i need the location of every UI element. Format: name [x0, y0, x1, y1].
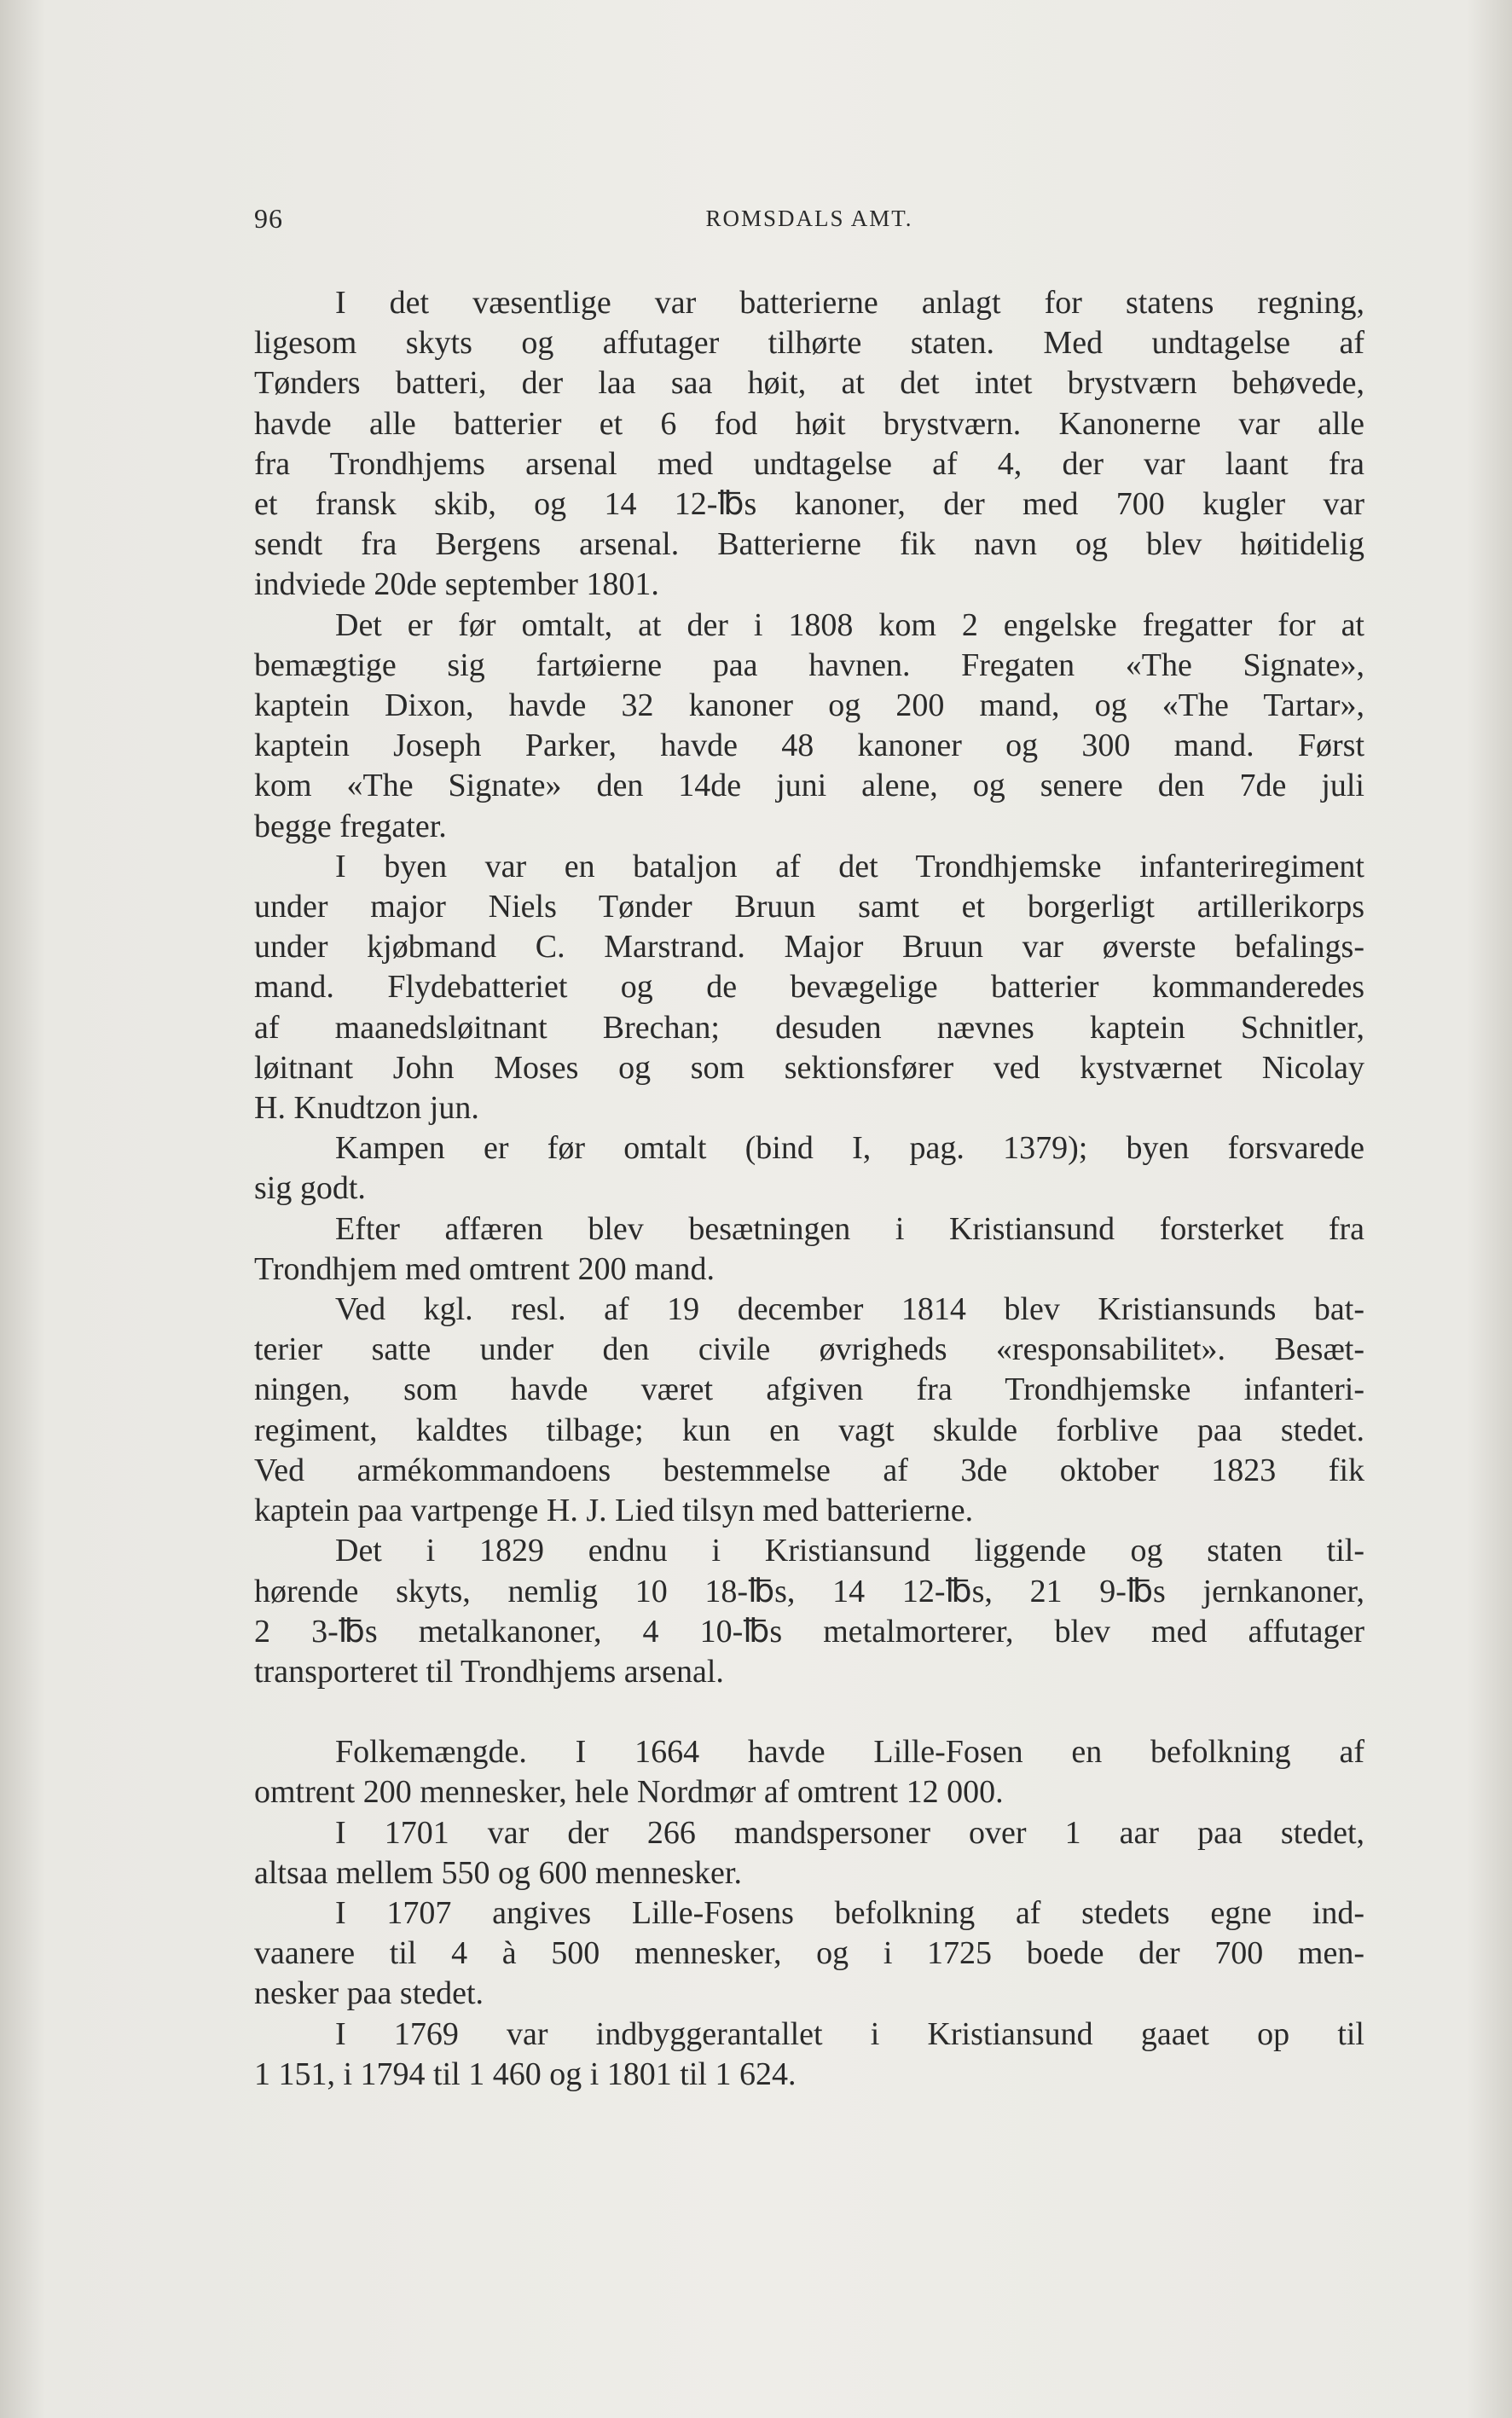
text-line: I det væsentlige var batterierne anlagt for statens regning, [335, 285, 1364, 321]
paragraph-1707 [254, 1893, 1364, 2015]
paragraph-garrison [254, 847, 1364, 1128]
text-line: under kjøbmand C. Marstrand. Major Bruun var øverste befalings- [254, 929, 1364, 965]
text-line: omtrent 200 mennesker, hele Nordmør af omtrent 12 000. [254, 1774, 1004, 1811]
page-number: 96 [254, 203, 283, 234]
text-line: 1 151, i 1794 til 1 460 og i 1801 til 1 624. [254, 2056, 797, 2092]
text-line: indviede 20de september 1801. [254, 566, 659, 603]
text-line: hørende skyts, nemlig 10 18-℔s, 14 12-℔s, 21 9-℔s jernkanoner, [254, 1573, 1364, 1609]
text-line: Ved armékommandoens bestemmelse af 3de oktober 1823 fik [254, 1452, 1364, 1488]
text-line: Tønders batteri, der laa saa høit, at det intet brystværn behøvede, [254, 365, 1364, 402]
text-line: Trondhjem med omtrent 200 mand. [254, 1250, 715, 1287]
paragraph-population [254, 1732, 1364, 1812]
text-line: havde alle batterier et 6 fod høit brystværn. Kanonerne var alle [254, 405, 1364, 442]
text-line: H. Knudtzon jun. [254, 1090, 479, 1127]
text-line: kaptein paa vartpenge H. J. Lied tilsyn med batterierne. [254, 1493, 974, 1529]
text-line: terier satte under den civile øvrigheds «responsabilitet». Besæt- [254, 1331, 1364, 1368]
text-line: kaptein Dixon, havde 32 kanoner og 200 mand, og «The Tartar», [254, 687, 1364, 724]
page-header [254, 203, 1364, 242]
body-text [254, 283, 1364, 2095]
text-line: vaanere til 4 à 500 mennesker, og i 1725 boede der 700 men- [254, 1935, 1364, 1972]
text-line: af maanedsløitnant Brechan; desuden nævnes kaptein Schnitler, [254, 1009, 1364, 1046]
text-line: sendt fra Bergens arsenal. Batterierne fik navn og blev høitidelig [254, 526, 1364, 563]
text-line: Det er før omtalt, at der i 1808 kom 2 engelske fregatter for at [335, 606, 1364, 643]
paragraph-resolution [254, 1290, 1364, 1531]
text-line: Efter affæren blev besætningen i Kristiansund forsterket fra [335, 1210, 1364, 1247]
text-line: I 1701 var der 266 mandspersoner over 1 aar paa stedet, [335, 1814, 1364, 1851]
text-line: Ved kgl. resl. af 19 december 1814 blev Kristiansunds bat- [335, 1291, 1364, 1328]
paragraph-reinforcement [254, 1209, 1364, 1290]
text-line: kom «The Signate» den 14de juni alene, og senere den 7de juli [254, 768, 1364, 804]
paragraph-battle [254, 1128, 1364, 1209]
text-line: Det i 1829 endnu i Kristiansund liggende og staten til- [335, 1533, 1364, 1569]
text-line: altsaa mellem 550 og 600 mennesker. [254, 1854, 742, 1891]
text-line: kaptein Joseph Parker, havde 48 kanoner og 300 mand. Først [254, 728, 1364, 764]
text-line: fra Trondhjems arsenal med undtagelse af 4, der var laant fra [254, 445, 1364, 482]
text-line: ligesom skyts og affutager tilhørte staten. Med undtagelse af [254, 325, 1364, 362]
paragraph-frigates [254, 606, 1364, 847]
text-line: mand. Flydebatteriet og de bevægelige batterier kommanderedes [254, 969, 1364, 1006]
text-line: nesker paa stedet. [254, 1975, 484, 2012]
paragraph-ordnance [254, 1531, 1364, 1692]
text-line: Folkemængde. I 1664 havde Lille-Fosen en befolkning af [335, 1734, 1364, 1771]
text-line: I byen var en bataljon af det Trondhjemske infanteriregiment [335, 848, 1364, 884]
text-line: begge fregater. [254, 808, 447, 844]
paragraph-batteries [254, 283, 1364, 606]
text-line: under major Niels Tønder Bruun samt et borgerligt artillerikorps [254, 889, 1364, 925]
running-head: ROMSDALS AMT. [705, 206, 913, 231]
text-line: sig godt. [254, 1170, 366, 1207]
text-line: I 1769 var indbyggerantallet i Kristiansund gaaet op til [335, 2015, 1364, 2052]
text-line: et fransk skib, og 14 12-℔s kanoner, der med 700 kugler var [254, 486, 1364, 523]
paragraph-1701 [254, 1813, 1364, 1893]
paragraph-1769 [254, 2015, 1364, 2095]
text-line: transporteret til Trondhjems arsenal. [254, 1653, 724, 1690]
text-line: I 1707 angives Lille-Fosens befolkning af stedets egne ind- [335, 1894, 1364, 1931]
text-line: Kampen er før omtalt (bind I, pag. 1379); byen forsvarede [335, 1130, 1364, 1167]
text-line: regiment, kaldtes tilbage; kun en vagt skulde forblive paa stedet. [254, 1412, 1364, 1448]
text-line: ningen, som havde været afgiven fra Trondhjemske infanteri- [254, 1371, 1364, 1408]
text-line: bemægtige sig fartøierne paa havnen. Fregaten «The Signate», [254, 647, 1364, 683]
text-line: 2 3-℔s metalkanoner, 4 10-℔s metalmorterer, blev med affutager [254, 1613, 1364, 1650]
text-line: løitnant John Moses og som sektionsfører ved kystværnet Nicolay [254, 1049, 1364, 1086]
